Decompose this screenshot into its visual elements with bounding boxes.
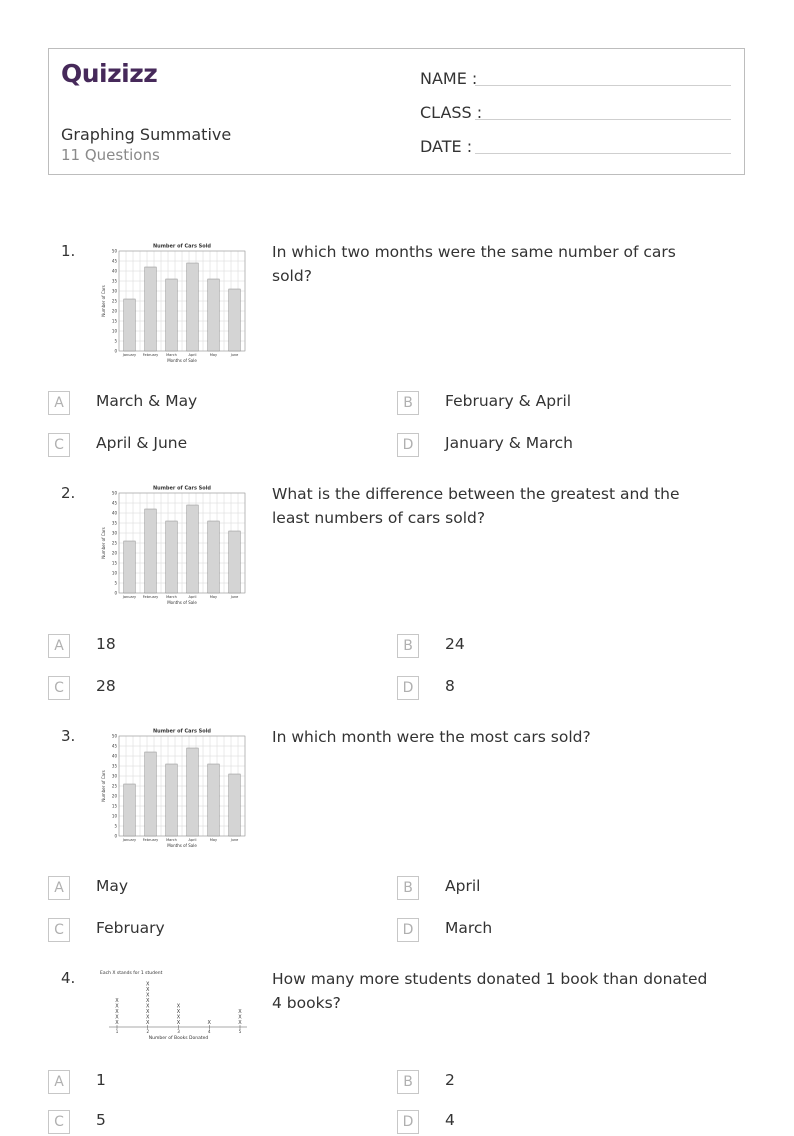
- bar: [124, 299, 136, 351]
- bar: [166, 279, 178, 351]
- option-text: February: [96, 919, 165, 937]
- x-tick-label: 4: [207, 1029, 211, 1034]
- class-label: CLASS :: [420, 103, 483, 122]
- y-tick-label: 30: [111, 288, 117, 294]
- y-tick-label: 15: [111, 560, 117, 566]
- bar: [208, 764, 220, 836]
- x-tick-label: June: [230, 838, 239, 842]
- bar: [145, 509, 157, 593]
- question-text: What is the difference between the greatest and the least numbers of cars sold?: [272, 485, 680, 527]
- y-tick-label: 35: [111, 763, 117, 769]
- cars-sold-bar-chart: [99, 484, 249, 608]
- option-letter: D: [397, 433, 419, 457]
- x-tick-label: 1: [115, 1029, 119, 1034]
- y-tick-label: 10: [111, 328, 117, 334]
- option-letter: C: [48, 1110, 70, 1134]
- x-tick-label: February: [142, 838, 159, 842]
- option-letter: C: [48, 433, 70, 457]
- x-axis-label: Number of Books Donated: [148, 1036, 209, 1041]
- question-count: 11 Questions: [61, 146, 160, 164]
- x-tick-label: June: [230, 595, 239, 599]
- y-tick-label: 10: [111, 570, 117, 576]
- x-tick-label: January: [122, 353, 137, 357]
- bar: [187, 263, 199, 351]
- worksheet-title: Graphing Summative: [61, 125, 232, 144]
- name-field: [420, 69, 731, 88]
- x-tick-label: March: [166, 353, 177, 357]
- x-mark: X: [238, 1014, 242, 1021]
- option-text: 24: [445, 635, 465, 653]
- y-tick-label: 0: [114, 833, 117, 839]
- y-tick-label: 40: [111, 268, 117, 274]
- option-letter: B: [397, 634, 419, 658]
- y-axis-label: Number of Cars: [101, 770, 106, 802]
- name-line[interactable]: [475, 69, 731, 86]
- x-mark: X: [146, 998, 150, 1004]
- option-letter: D: [397, 918, 419, 942]
- bar: [145, 267, 157, 351]
- option-letter: A: [48, 634, 70, 658]
- y-tick-label: 40: [111, 510, 117, 516]
- y-tick-label: 30: [111, 773, 117, 779]
- y-tick-label: 45: [111, 258, 117, 264]
- option-text: January & March: [445, 434, 573, 452]
- x-mark: X: [238, 1020, 242, 1026]
- x-tick-label: 5: [238, 1029, 242, 1034]
- question-text: In which two months were the same number of cars sold?: [272, 243, 676, 285]
- x-tick-label: January: [122, 838, 137, 842]
- cars-sold-bar-chart: [99, 242, 249, 366]
- x-mark: X: [176, 1009, 181, 1015]
- x-mark: X: [207, 1020, 211, 1026]
- date-label: DATE :: [420, 137, 473, 156]
- x-mark: X: [115, 1020, 119, 1026]
- option-text: March: [445, 919, 493, 937]
- x-tick-label: February: [142, 595, 159, 599]
- x-axis-label: Months of Sale: [167, 843, 197, 848]
- option-text: March & May: [96, 392, 198, 410]
- question-number: 4.: [61, 969, 76, 987]
- option-text: 4: [445, 1111, 455, 1129]
- y-tick-label: 50: [111, 490, 117, 496]
- option-letter: A: [48, 876, 70, 900]
- x-mark: X: [176, 1003, 181, 1010]
- question-number: 2.: [61, 484, 76, 502]
- y-tick-label: 30: [111, 530, 117, 536]
- class-field: [420, 103, 731, 122]
- bar: [229, 531, 241, 593]
- option-letter: B: [397, 876, 419, 900]
- y-tick-label: 25: [111, 298, 117, 304]
- y-axis-label: Number of Cars: [101, 527, 106, 559]
- y-tick-label: 15: [111, 318, 117, 324]
- y-tick-label: 15: [111, 803, 117, 809]
- x-axis-label: Months of Sale: [167, 358, 197, 363]
- x-mark: X: [115, 1009, 119, 1015]
- x-tick-label: April: [188, 838, 197, 842]
- option-letter: B: [397, 1070, 419, 1094]
- y-tick-label: 20: [111, 793, 117, 799]
- option-text: April: [445, 877, 481, 895]
- quizizz-logo: Quizizz: [61, 59, 158, 88]
- option-text: 28: [96, 677, 116, 695]
- x-mark: X: [146, 992, 150, 999]
- y-tick-label: 25: [111, 783, 117, 789]
- bar: [229, 774, 241, 836]
- option-text: May: [96, 877, 129, 895]
- date-line[interactable]: [475, 137, 731, 154]
- y-tick-label: 50: [111, 248, 117, 254]
- option-text: April & June: [96, 434, 188, 452]
- x-mark: X: [176, 1014, 181, 1021]
- x-tick-label: 3: [177, 1029, 180, 1034]
- date-field: [420, 137, 731, 156]
- x-tick-label: May: [209, 838, 218, 842]
- x-mark: X: [146, 987, 150, 993]
- x-tick-label: 2: [146, 1029, 150, 1034]
- option-letter: D: [397, 1110, 419, 1134]
- option-letter: A: [48, 1070, 70, 1094]
- bar: [229, 289, 241, 351]
- option-text: 2: [445, 1071, 455, 1089]
- cars-sold-bar-chart: [99, 727, 249, 851]
- y-tick-label: 5: [114, 338, 117, 344]
- worksheet-header: [48, 48, 745, 175]
- bar: [208, 279, 220, 351]
- y-tick-label: 10: [111, 813, 117, 819]
- question-text: In which month were the most cars sold?: [272, 728, 591, 746]
- bar: [187, 748, 199, 836]
- x-mark: X: [146, 1003, 150, 1010]
- x-tick-label: May: [209, 595, 218, 599]
- chart-title: Number of Cars Sold: [152, 485, 212, 492]
- x-mark: X: [146, 1014, 150, 1021]
- name-label: NAME :: [420, 69, 478, 88]
- x-mark: X: [146, 981, 150, 988]
- x-tick-label: May: [209, 353, 218, 357]
- option-text: 18: [96, 635, 116, 653]
- y-tick-label: 35: [111, 278, 117, 284]
- x-mark: X: [115, 1003, 119, 1010]
- bar: [166, 521, 178, 593]
- y-tick-label: 45: [111, 500, 117, 506]
- y-tick-label: 45: [111, 743, 117, 749]
- option-text: 5: [96, 1111, 106, 1129]
- y-tick-label: 20: [111, 308, 117, 314]
- x-mark: X: [176, 1020, 181, 1026]
- option-text: 1: [96, 1071, 106, 1089]
- x-tick-label: January: [122, 595, 137, 599]
- books-donated-line-plot: [99, 969, 251, 1045]
- x-tick-label: March: [166, 595, 177, 599]
- bar: [145, 752, 157, 836]
- bar: [187, 505, 199, 593]
- chart-title: Number of Cars Sold: [152, 728, 212, 735]
- y-tick-label: 35: [111, 520, 117, 526]
- y-tick-label: 20: [111, 550, 117, 556]
- x-tick-label: April: [188, 353, 197, 357]
- option-letter: C: [48, 918, 70, 942]
- x-tick-label: February: [142, 353, 159, 357]
- x-mark: X: [146, 1009, 150, 1015]
- chart-title: Number of Cars Sold: [152, 243, 212, 250]
- bar: [124, 541, 136, 593]
- x-mark: X: [115, 1014, 119, 1021]
- x-tick-label: June: [230, 353, 239, 357]
- option-text: 8: [445, 677, 455, 695]
- y-tick-label: 50: [111, 733, 117, 739]
- question-number: 3.: [61, 727, 76, 745]
- option-letter: A: [48, 391, 70, 415]
- chart-title: Each X stands for 1 student: [100, 971, 163, 976]
- question-text: How many more students donated 1 book than donated 4 books?: [272, 970, 708, 1012]
- bar: [124, 784, 136, 836]
- class-line[interactable]: [475, 103, 731, 120]
- bar: [166, 764, 178, 836]
- x-axis-label: Months of Sale: [167, 600, 197, 605]
- y-tick-label: 5: [114, 823, 117, 829]
- x-mark: X: [115, 998, 119, 1004]
- y-tick-label: 5: [114, 580, 117, 586]
- option-letter: C: [48, 676, 70, 700]
- bar: [208, 521, 220, 593]
- option-letter: B: [397, 391, 419, 415]
- y-tick-label: 40: [111, 753, 117, 759]
- option-text: February & April: [445, 392, 572, 410]
- x-tick-label: March: [166, 838, 177, 842]
- x-mark: X: [238, 1009, 242, 1015]
- x-mark: X: [146, 1020, 150, 1026]
- y-axis-label: Number of Cars: [101, 285, 106, 317]
- y-tick-label: 0: [114, 590, 117, 596]
- x-tick-label: April: [188, 595, 197, 599]
- y-tick-label: 25: [111, 540, 117, 546]
- question-number: 1.: [61, 242, 76, 260]
- option-letter: D: [397, 676, 419, 700]
- y-tick-label: 0: [114, 348, 117, 354]
